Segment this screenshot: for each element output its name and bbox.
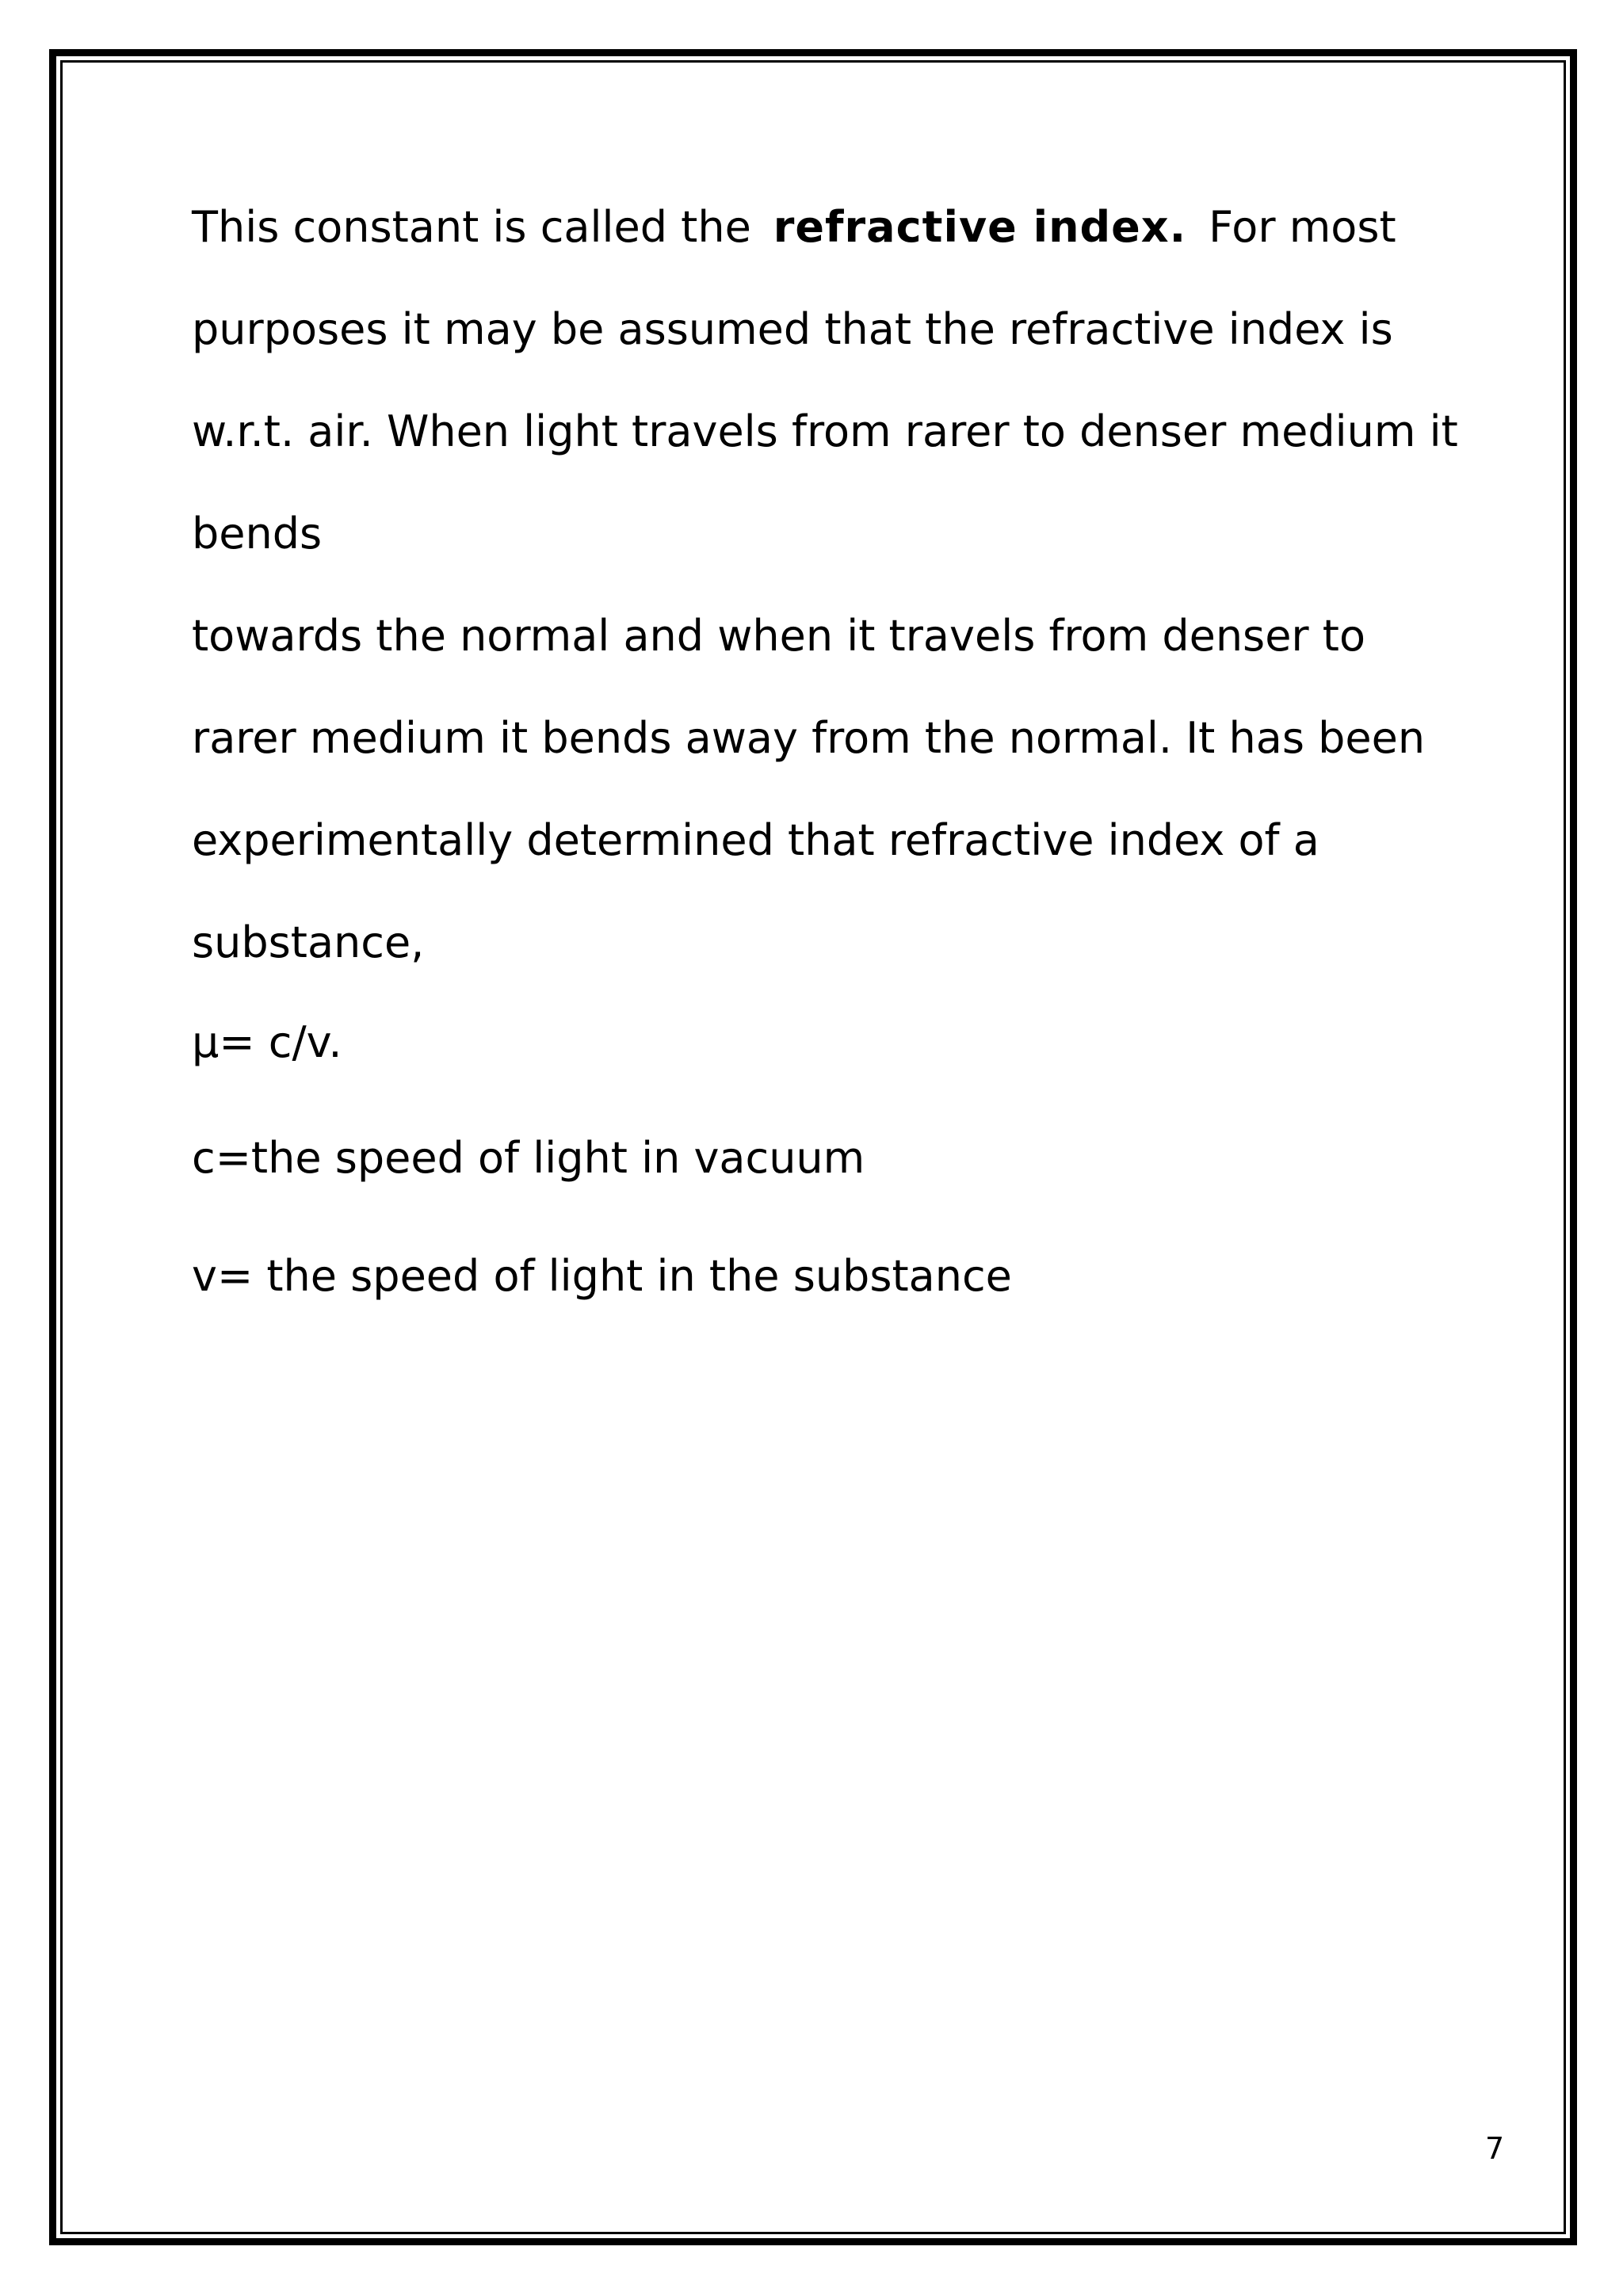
c-definition: c=the speed of light in vacuum <box>192 1133 865 1183</box>
paragraph-line-6: rarer medium it bends away from the normal. It has been <box>192 713 1426 763</box>
line1-text-end: For most <box>1209 202 1396 252</box>
paragraph-line-5: towards the normal and when it travels from denser to <box>192 611 1365 661</box>
paragraph-line-7: experimentally determined that refractive index of a <box>192 815 1319 865</box>
refractive-index-formula: μ= c/v. <box>192 1017 342 1067</box>
line1-text-start: This constant is called the <box>192 202 751 252</box>
v-definition: v= the speed of light in the substance <box>192 1251 1012 1301</box>
page-number: 7 <box>1485 2131 1505 2166</box>
paragraph-line-2: purposes it may be assumed that the refractive index is <box>192 304 1393 354</box>
paragraph-line-3: w.r.t. air. When light travels from rarer to denser medium it <box>192 406 1458 456</box>
paragraph-line-1 <box>192 176 1539 278</box>
paragraph-line-4: bends <box>192 509 323 559</box>
refractive-index-term: refractive index. <box>773 202 1187 252</box>
body-paragraph <box>192 176 1539 994</box>
paragraph-line-8: substance, <box>192 917 425 967</box>
